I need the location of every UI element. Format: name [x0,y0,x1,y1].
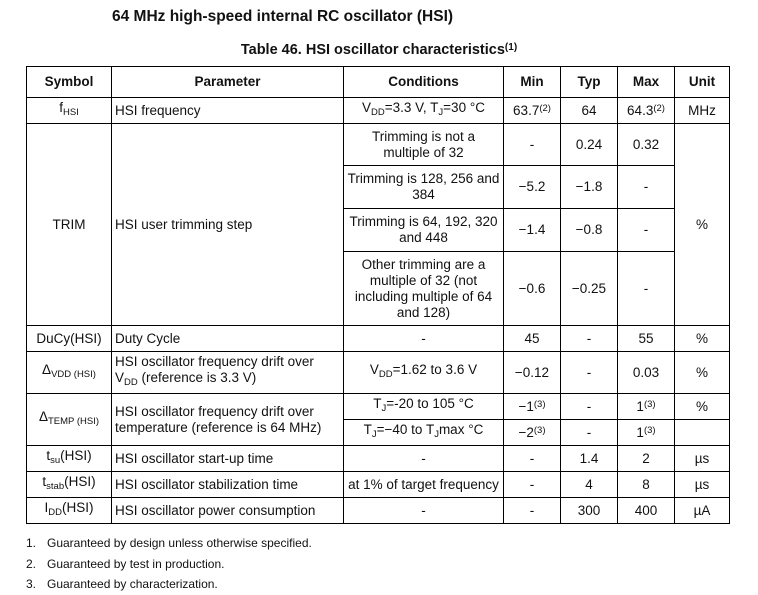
cell-max [618,420,675,446]
hsi-characteristics-table [26,66,730,524]
header-parameter: Parameter [112,67,344,98]
cell-max: 0.03 [618,352,675,394]
footnote-ref: (2) [653,102,665,114]
header-conditions: Conditions [344,67,504,98]
parameter-subscript: DD [124,377,138,388]
symbol-subscript: HSI [62,107,79,118]
cond-subscript: J [381,403,387,414]
header-row [27,67,730,98]
cell-min: −0.6 [504,252,561,326]
cell-max: 0.32 [618,124,675,166]
symbol-subscript: DD [48,507,62,518]
cond-text: =30 °C [443,100,485,115]
cell-parameter [112,352,344,394]
cell-typ: −0.25 [561,252,618,326]
cell-symbol: DuCy(HSI) [27,326,112,352]
symbol-text: I [44,500,49,515]
cond-subscript: J [371,429,377,440]
cell-unit: % [675,352,730,394]
cell-conditions: - [344,498,504,524]
cell-conditions: Trimming is 128, 256 and 384 [344,166,504,209]
cell-parameter: HSI oscillator power consumption [112,498,344,524]
cell-max [618,98,675,124]
cell-max: 400 [618,498,675,524]
cell-conditions [344,98,504,124]
cond-subscript: J [438,107,444,118]
symbol-text: Δ [38,409,48,424]
cond-text: =3.3 V, T [384,100,439,115]
cell-parameter: HSI oscillator start-up time [112,446,344,472]
table-caption-note: (1) [504,42,518,53]
cell-typ: −1.8 [561,166,618,209]
cell-symbol: TRIM [27,124,112,326]
cell-min: −0.12 [504,352,561,394]
cell-symbol [27,98,112,124]
footnote-ref: (3) [533,424,546,436]
cond-subscript: J [434,429,439,440]
cond-text: V [369,362,379,377]
cell-min [504,394,561,420]
cell-unit: % [675,394,730,420]
cell-unit: µs [675,472,730,498]
symbol-subscript: VDD (HSI) [51,369,96,380]
footnote-text: Guaranteed by characterization. [47,577,218,591]
footnote-text: Guaranteed by design unless otherwise specified. [47,536,312,550]
cell-min: - [504,446,561,472]
footnotes [26,533,312,595]
cell-conditions: Other trimming are a multiple of 32 (not including multiple of 64 and 128) [344,252,504,326]
cond-subscript: DD [371,107,385,118]
cell-conditions [344,420,504,446]
cell-conditions [344,394,504,420]
cell-max: - [618,166,675,209]
cell-typ: 4 [561,472,618,498]
cell-parameter: HSI frequency [112,98,344,124]
cond-text: =1.62 to 3.6 V [392,362,478,377]
header-min: Min [504,67,561,98]
symbol-text: f [59,100,63,115]
symbol-text: (HSI) [60,448,92,463]
footnote-ref: (2) [539,102,551,114]
footnote-3 [26,574,312,595]
cell-typ: 300 [561,498,618,524]
header-unit: Unit [675,67,730,98]
cell-min: −1.4 [504,209,561,252]
cell-max [618,394,675,420]
cell-symbol [27,472,112,498]
cell-typ: 1.4 [561,446,618,472]
table-row-fhsi [27,98,730,124]
max-value: 1 [636,424,644,440]
max-value: 1 [636,398,644,414]
cell-parameter: Duty Cycle [112,326,344,352]
parameter-text: V [115,370,125,385]
cell-max: 55 [618,326,675,352]
cond-text: V [362,100,372,115]
footnote-1 [26,533,312,554]
table-row-delta-vdd [27,352,730,394]
footnote-ref: (3) [643,424,656,436]
parameter-text: (reference is 3.3 V) [137,370,257,385]
section-title: 64 MHz high-speed internal RC oscillator (HSI) [112,8,454,25]
cell-conditions [344,352,504,394]
cell-conditions: - [344,326,504,352]
cond-text: =−40 to T [376,422,435,437]
min-value: −1 [518,398,534,414]
footnote-text: Guaranteed by test in production. [47,556,225,571]
footnote-number: 2. [26,556,37,571]
cond-text: T [363,422,372,437]
cell-unit [675,420,730,446]
min-value: 63.7 [513,102,540,118]
cell-symbol [27,446,112,472]
footnote-number: 3. [26,577,37,591]
cell-conditions: at 1% of target frequency [344,472,504,498]
table-row-tstab [27,472,730,498]
cell-conditions: - [344,446,504,472]
footnote-ref: (3) [643,398,656,410]
symbol-text: t [42,474,47,489]
min-value: −2 [518,424,534,440]
table-row-trim-1 [27,124,730,166]
symbol-text: (HSI) [62,500,94,515]
cell-conditions: Trimming is not a multiple of 32 [344,124,504,166]
header-max: Max [618,67,675,98]
cell-min: −5.2 [504,166,561,209]
header-symbol: Symbol [27,67,112,98]
cond-subscript: DD [378,369,393,380]
cell-min: - [504,472,561,498]
cell-max: 2 [618,446,675,472]
footnote-number: 1. [26,536,37,550]
cell-unit: µs [675,446,730,472]
cell-typ: 64 [561,98,618,124]
cond-text: max °C [438,422,484,437]
cell-unit: µA [675,498,730,524]
cell-typ: - [561,326,618,352]
symbol-subscript: su [50,455,61,466]
parameter-text: HSI oscillator frequency drift over [115,354,314,369]
table-caption-text: Table 46. HSI oscillator characteristics [240,42,505,58]
cell-max: - [618,252,675,326]
cell-min: - [504,124,561,166]
cell-max: 8 [618,472,675,498]
cell-min [504,420,561,446]
table-row-idd [27,498,730,524]
cell-min: 45 [504,326,561,352]
symbol-text: Δ [42,362,52,377]
table-row-delta-temp-1 [27,394,730,420]
cell-min: - [504,498,561,524]
cell-min [504,98,561,124]
symbol-text: (HSI) [64,474,96,489]
table-row-ducy [27,326,730,352]
cell-symbol [27,498,112,524]
cell-typ: −0.8 [561,209,618,252]
footnote-2 [26,554,312,575]
cell-max: - [618,209,675,252]
cell-conditions: Trimming is 64, 192, 320 and 448 [344,209,504,252]
cell-parameter: HSI oscillator frequency drift over temperature (reference is 64 MHz) [112,394,344,446]
cell-unit: % [675,124,730,326]
table-caption [0,42,758,58]
cell-typ: - [561,352,618,394]
cond-text: =-20 to 105 °C [386,396,474,411]
cell-parameter: HSI oscillator stabilization time [112,472,344,498]
symbol-subscript: TEMP (HSI) [48,416,100,427]
symbol-subscript: stab [46,481,65,492]
header-typ: Typ [561,67,618,98]
max-value: 64.3 [627,102,654,118]
table-row-tsu [27,446,730,472]
cell-typ: - [561,420,618,446]
cell-symbol [27,394,112,446]
cell-typ: 0.24 [561,124,618,166]
symbol-text: t [46,448,51,463]
cond-text: T [373,396,382,411]
footnote-ref: (3) [533,398,546,410]
cell-unit: MHz [675,98,730,124]
cell-unit: % [675,326,730,352]
cell-parameter: HSI user trimming step [112,124,344,326]
cell-typ: - [561,394,618,420]
cell-symbol [27,352,112,394]
